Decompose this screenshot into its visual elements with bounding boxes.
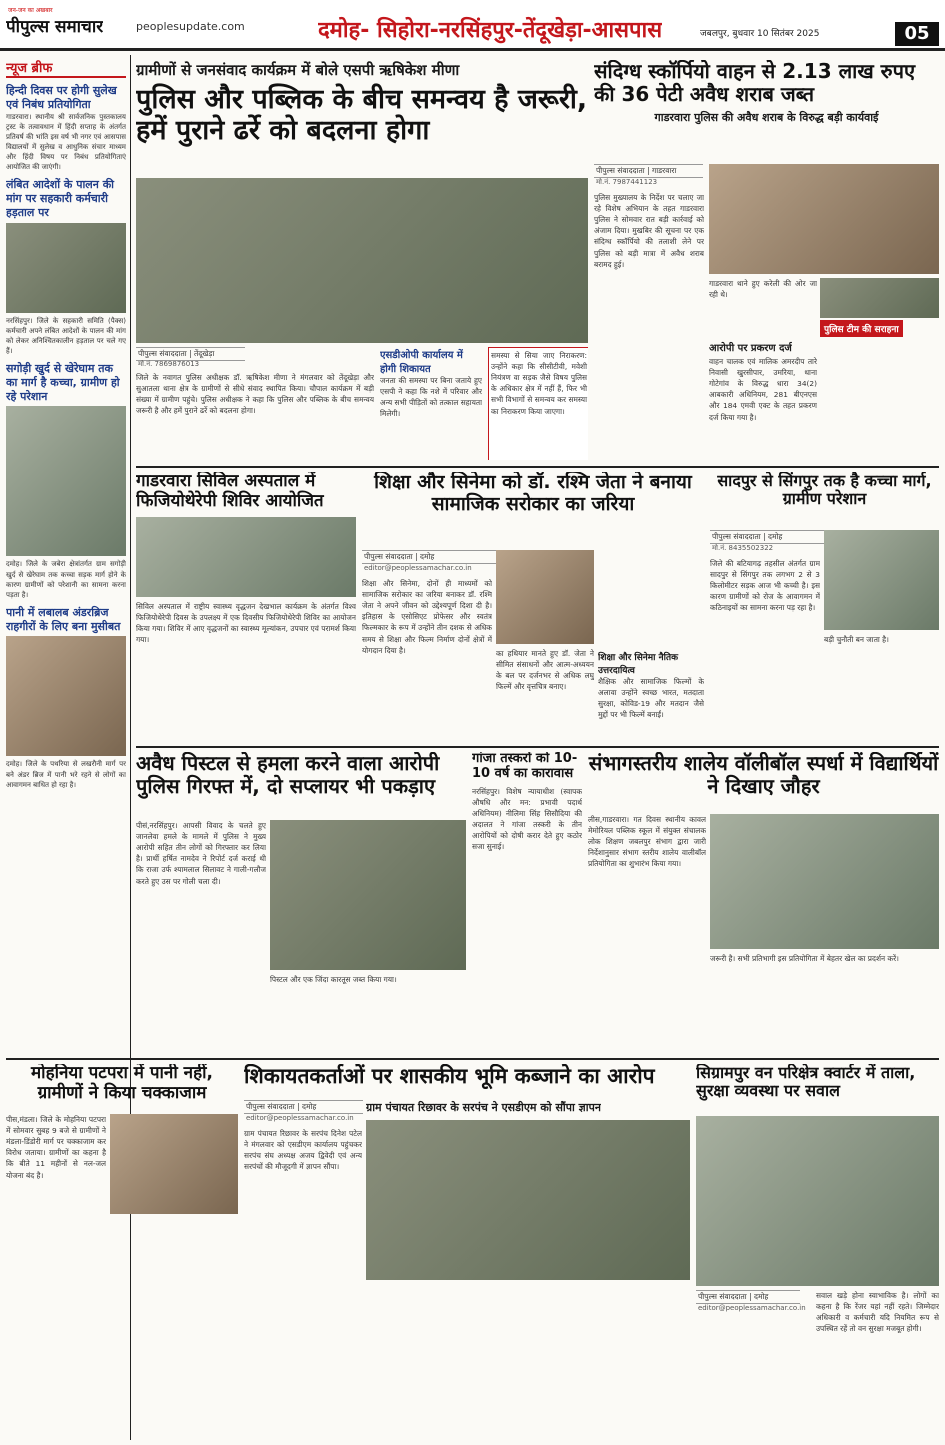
brand-logo: पीपुल्स समाचार xyxy=(6,17,104,37)
story-photo xyxy=(696,1116,939,1286)
story-subtext: शैक्षिक और सामाजिक फिल्मों के अलावा उन्होंने स्वच्छ भारत, मतदाता सुरक्षा, कोविड-19 और मतदान जैसे मुद्दों पर भी फिल्में बनाईं। xyxy=(598,677,704,720)
story-body: ग्राम पंचायत रिछावर के सरपंच दिनेश पटेल ने मंगलवार को एसडीएम कार्यालय पहुंचकर सरपंच संघ अध्यक्ष अजय द्विवेदी एवं अन्य सरपंचों की मौजूदगी में ज्ञापन सौंपा। xyxy=(244,1129,362,1172)
story-headline[interactable]: गांजा तस्करों को 10-10 वर्ष का कारावास xyxy=(472,752,578,781)
brief-text: गाडरवारा। स्थानीय श्री सार्वजनिक पुस्तकालय ट्रस्ट के तत्वावधान में हिंदी सप्ताह के अंतर्गत प्रतिवर्ष की भांति इस वर्ष भी नगर एवं आसपास विद्यालयों में सुलेख व आधुनिक संचार माध्यम और हिंदी विषय पर निबंध प्रतियोगिताएं आयोजित की जाएंगी। xyxy=(6,112,126,172)
story-sadpur-road xyxy=(710,472,939,740)
story-physio xyxy=(136,472,356,740)
brief-headline[interactable]: लंबित आदेशों के पालन की मांग पर सहकारी कर्मचारी हड़ताल पर xyxy=(6,178,114,219)
section-rule xyxy=(6,1058,939,1060)
dateline: जबलपुर, बुधवार 10 सितंबर 2025 xyxy=(700,29,820,39)
story-body: सिविल अस्पताल में राष्ट्रीय स्वास्थ्य वृद्धजन देखभाल कार्यक्रम के अंतर्गत विश्व फिजियोथेरेपी दिवस के उपलक्ष्य में एक दिवसीय फिजियोथेरेपी शिविर का आयोजन किया गया। शिविर में आए वृद्धजनों का स्वास्थ्य मूल्यांकन, उपचार एवं परामर्श किया गया। xyxy=(136,602,356,645)
story-email[interactable]: editor@peoplessamachar.co.in xyxy=(246,1114,354,1122)
story-body: पीस,मंडला। जिले के मोहनिया पटपरा में सोमवार सुबह 9 बजे से ग्रामीणों ने मंडला-डिंडोरी मार्ग पर चक्काजाम कर विरोध जताया। ग्रामीणों का कहना है कि बीते 11 महीनों से नल-जल योजना बंद है। xyxy=(6,1115,106,1180)
story-headline[interactable]: शिक्षा और सिनेमा को डॉ. रश्मि जेता ने बनाया सामाजिक सरोकार का जरिया xyxy=(374,472,692,515)
story-photo xyxy=(136,178,588,343)
praise-box-title: पुलिस टीम की सराहना xyxy=(820,320,903,337)
side-box-text: जनता की समस्या पर बिना जताये हुए एसपी ने कहा कि नशे में परिवार और अन्य सभी पीड़ितों को तत्काल सहायता मिलेगी। xyxy=(380,376,482,419)
story-photo xyxy=(136,517,356,597)
story-photo xyxy=(270,820,466,970)
story-headline[interactable]: सादपुर से सिंगपुर तक है कच्चा मार्ग, ग्रामीण परेशान xyxy=(717,472,932,509)
story-headline[interactable]: संभागस्तरीय शालेय वॉलीबॉल स्पर्धा में विद्यार्थियों ने दिखाए जौहर xyxy=(588,752,939,798)
story-mobile: मो.नं. 7987441123 xyxy=(596,178,658,186)
story-sigrampur xyxy=(696,1064,939,1436)
story-headline[interactable]: शिकायतकर्ताओं पर शासकीय भूमि कब्जाने का आरोप xyxy=(244,1064,655,1088)
story-byline: पीपुल्स संवाददाता | दमोह xyxy=(244,1100,363,1114)
photo-caption: बड़ी चुनौती बन जाता है। xyxy=(824,635,889,644)
story-photo xyxy=(710,814,939,949)
story-photo xyxy=(709,164,939,274)
story-photo xyxy=(824,530,939,630)
story-body: सवाल खड़े होना स्वाभाविक है। लोगों का कहना है कि रेंजर यहां नहीं रहते। जिम्मेदार अधिकारी व कर्मचारी यदि नियमित रूप से उपस्थित रहें तो वन सुरक्षा मजबूत होगी। xyxy=(816,1291,939,1334)
story-headline[interactable]: पुलिस और पब्लिक के बीच समन्वय है जरूरी, हमें पुराने ढर्रे को बदलना होगा xyxy=(136,84,588,147)
story-subhead: शिक्षा और सिनेमा नैतिक उत्तरदायित्व xyxy=(598,653,679,676)
story-kicker: गाडरवारा पुलिस की अवैध शराब के विरुद्ध बड़ी कार्यवाई xyxy=(654,111,879,124)
brand-tagline: जन-जन का अखबार xyxy=(8,7,53,14)
story-mobile: मो.नं. 7869876013 xyxy=(138,360,200,368)
story-kicker: ग्राम पंचायत रिछावर के सरपंच ने एसडीएम को सौंपा ज्ञापन xyxy=(366,1101,601,1114)
story-email[interactable]: editor@peoplessamachar.co.in xyxy=(364,564,472,572)
story-body: पीसं,नरसिंहपुर। आपसी विवाद के चलते हुए जानलेवा हमले के मामले में पुलिस ने मुख्य आरोपी सहित तीन लोगों को गिरफ्तार कर लिया है। प्रार्थी हर्षित नामदेव ने रिपोर्ट दर्ज कराई थी कि राजा उर्फ श्यामलाल सिलावट ने गाली-गलौज करते हुए उस पर गोली चला दी। xyxy=(136,821,266,886)
site-link[interactable]: peoplesupdate.com xyxy=(136,20,245,33)
story-byline: पीपुल्स संवाददाता | तेंदूखेड़ा xyxy=(136,347,245,361)
story-photo xyxy=(820,278,939,318)
brief-photo xyxy=(6,636,126,756)
brief-headline[interactable]: सगोड़ी खुर्द से खेरेघाम तक का मार्ग है कच्चा, ग्रामीण हो रहे परेशान xyxy=(6,362,120,403)
story-body: लीस,गाडरवारा। गत दिवस स्थानीय कावल मेमोरियल पब्लिक स्कूल में संयुक्त संचालक लोक शिक्षण जबलपुर संभाग द्वारा जारी निर्देशानुसार संभाग स्तरीय शालेय वालीबॉल प्रतियोगिता का शुभारंभ किया गया। xyxy=(588,815,706,869)
highlight-box: समस्या से सिया जाए निराकरण: उन्होंने कहा कि सीसीटीवी, मवेशी नियंत्रण वा सड़क जैसे विषय पुलिस के अधिकार क्षेत्र में नहीं हैं, फिर भी सभी विभागों से समन्वय कर समस्या का निराकरण किया जाएगा। xyxy=(488,347,588,460)
story-body: जिले के नवागत पुलिस अधीक्षक डॉ. ऋषिकेश मीणा ने मंगलवार को तेंदूखेड़ा और सुआतला थाना क्षेत्र के ग्रामीणों से सीधे संवाद स्थापित किया। चौपाल कार्यक्रम में बड़ी संख्या में ग्रामीण पहुंचे। पुलिस अधीक्षक ने कहा कि पुलिस और पब्लिक के बीच समन्वय जरूरी है और हमें पुराने ढर्रे को बदलना होगा। xyxy=(136,373,374,416)
photo-caption: पिस्टल और एक जिंदा कारतूस जब्त किया गया। xyxy=(270,975,397,984)
portrait-photo xyxy=(496,550,594,644)
story-sharab-jabt xyxy=(594,60,939,460)
photo-caption: का हथियार मानते हुए डॉ. जेता ने सीमित संसाधनों और आत्म-अध्ययन के बल पर दर्जनभर से अधिक लघु फिल्में और वृत्तचित्र बनाए। xyxy=(496,649,594,692)
brief-text: दमोह। जिले के पथरिया से लखरौनी मार्ग पर बने अंडर ब्रिज में पानी भरे रहने से लोगों का आवागमन बाधित हो रहा है। xyxy=(6,760,126,789)
section-rule xyxy=(136,466,939,468)
story-subtext: वाहन चालक एवं मालिक अमरदीप तारे निवासी खुरसीपार, उमरिया, थाना गोटेगांव के विरुद्ध धारा 34(2) आबकारी अधिनियम, 281 बीएनएस और 184 एमवी एक्ट के तहत प्रकरण दर्ज किया गया है। xyxy=(709,357,817,422)
section-title: दमोह- सिहोरा-नरसिंहपुर-तेंदूखेड़ा-आसपास xyxy=(318,18,663,43)
story-mobile: मो.नं. 8435502322 xyxy=(712,544,774,552)
story-byline: पीपुल्स संवाददाता | दमोह xyxy=(696,1290,800,1304)
brief-text: नरसिंहपुर। जिले के सहकारी समिति (पैक्स) कर्मचारी अपने लंबित आदेशों के पालन की मांग को लेकर अनिश्चितकालीन हड़ताल पर चले गए हैं। xyxy=(6,316,126,356)
side-box-title: एसडीओपी कार्यालय में होगी शिकायत xyxy=(380,350,463,375)
story-byline: पीपुल्स संवाददाता | गाडरवारा xyxy=(594,164,703,178)
section-rule xyxy=(136,746,939,748)
page-number: 05 xyxy=(895,22,939,46)
story-body: जिले की बटियागढ़ तहसील अंतर्गत ग्राम सादपुर से सिंगपुर तक लगभग 2 से 3 किलोमीटर सड़क आज भी कच्ची है। इस कारण ग्रामीणों को रोज के आवागमन में कठिनाइयों का सामना करना पड़ रहा है। xyxy=(710,559,820,613)
story-headline[interactable]: सिग्रामपुर वन परिक्षेत्र क्वार्टर में ताला, सुरक्षा व्यवस्था पर सवाल xyxy=(696,1064,916,1101)
brief-photo xyxy=(6,406,126,556)
story-subhead: आरोपी पर प्रकरण दर्ज xyxy=(709,343,792,354)
brief-photo xyxy=(6,223,126,313)
story-headline[interactable]: संदिग्ध स्कॉर्पियो वाहन से 2.13 लाख रुपए की 36 पेटी अवैध शराब जब्त xyxy=(594,60,916,106)
photo-caption: गाडरवारा थाने हुए करेली की ओर जा रही थे। xyxy=(709,279,817,300)
story-email[interactable]: editor@peoplessamachar.co.in xyxy=(698,1304,806,1312)
side-box xyxy=(380,347,482,460)
brief-headline[interactable]: हिन्दी दिवस पर होगी सुलेख एवं निबंध प्रतियोगिता xyxy=(6,84,117,111)
story-sp-samvad xyxy=(136,60,588,460)
photo-caption: जरूरी है। सभी प्रतिभागी इस प्रतियोगिता में बेहतर खेल का प्रदर्शन करें। xyxy=(710,954,899,963)
brief-headline[interactable]: पानी में लबालब अंडरब्रिज राहगीरों के लिए बना मुसीबत xyxy=(6,605,121,633)
story-byline: पीपुल्स संवाददाता | दमोह xyxy=(710,530,824,544)
story-byline: पीपुल्स संवाददाता | दमोह xyxy=(362,550,496,564)
story-body: नरसिंहपुर। विशेष न्यायाधीश (स्वापक औषधि और मन: प्रभावी पदार्थ अधिनियम) नीलिमा सिंह सिसौदिया की अदालत ने गांजा तस्करी के तीन आरोपियों को दोषी करार देते हुए कठोर सजा सुनाई। xyxy=(472,786,582,852)
news-brief-label: न्यूज ब्रीफ xyxy=(6,58,126,78)
story-headline[interactable]: अवैध पिस्टल से हमला करने वाला आरोपी पुलिस गिरफ्त में, दो सप्लायर भी पकड़ाए xyxy=(136,752,440,798)
story-volleyball xyxy=(588,752,939,1052)
story-pistol xyxy=(136,752,466,1052)
story-kicker: ग्रामीणों से जनसंवाद कार्यक्रम में बोले एसपी ऋषिकेश मीणा xyxy=(136,61,460,79)
brief-text: दमोह। जिले के जबेरा क्षेत्रांतर्गत ग्राम सगोड़ी खुर्द से खेरेघाम तक कच्चा सड़क मार्ग होने के कारण ग्रामीणों को परेशानी का सामना करना पड़ता है। xyxy=(6,560,126,599)
story-headline[interactable]: मोहनिया पटपरा में पानी नहीं, ग्रामीणों ने किया चक्काजाम xyxy=(31,1064,213,1103)
story-headline[interactable]: गाडरवारा सिविल अस्पताल में फिजियोथेरेपी शिविर आयोजित xyxy=(136,472,324,511)
story-bhoomi-kabja xyxy=(244,1064,690,1436)
masthead xyxy=(0,0,945,51)
story-body: पुलिस मुख्यालय के निर्देश पर चलाए जा रहे विशेष अभियान के तहत गाडरवारा पुलिस ने सोमवार रात बड़ी कार्रवाई को अंजाम दिया। मुखबिर की सूचना पर एक संदिग्ध स्कॉर्पियो की तलाशी लेने पर पुलिस को बड़ी मात्रा में अवैध शराब बरामद हुई। xyxy=(594,193,704,269)
story-rashmi-jeta xyxy=(362,472,704,740)
story-mohaniya xyxy=(6,1064,238,1436)
story-photo xyxy=(366,1120,690,1280)
story-ganja xyxy=(472,752,582,1052)
story-photo xyxy=(110,1114,238,1214)
story-body: शिक्षा और सिनेमा, दोनों ही माध्यमों को सामाजिक सरोकार का जरिया बनाकर डॉ. रश्मि जेता ने अपने जीवन को उद्देश्यपूर्ण दिशा दी है। इतिहास के एसोसिएट प्रोफेसर और स्वतंत्र फिल्मकार के रूप में उन्होंने तीन दशक से अधिक समय से शिक्षा और फिल्म निर्माण दोनों क्षेत्रों में योगदान दिया है। xyxy=(362,579,492,655)
